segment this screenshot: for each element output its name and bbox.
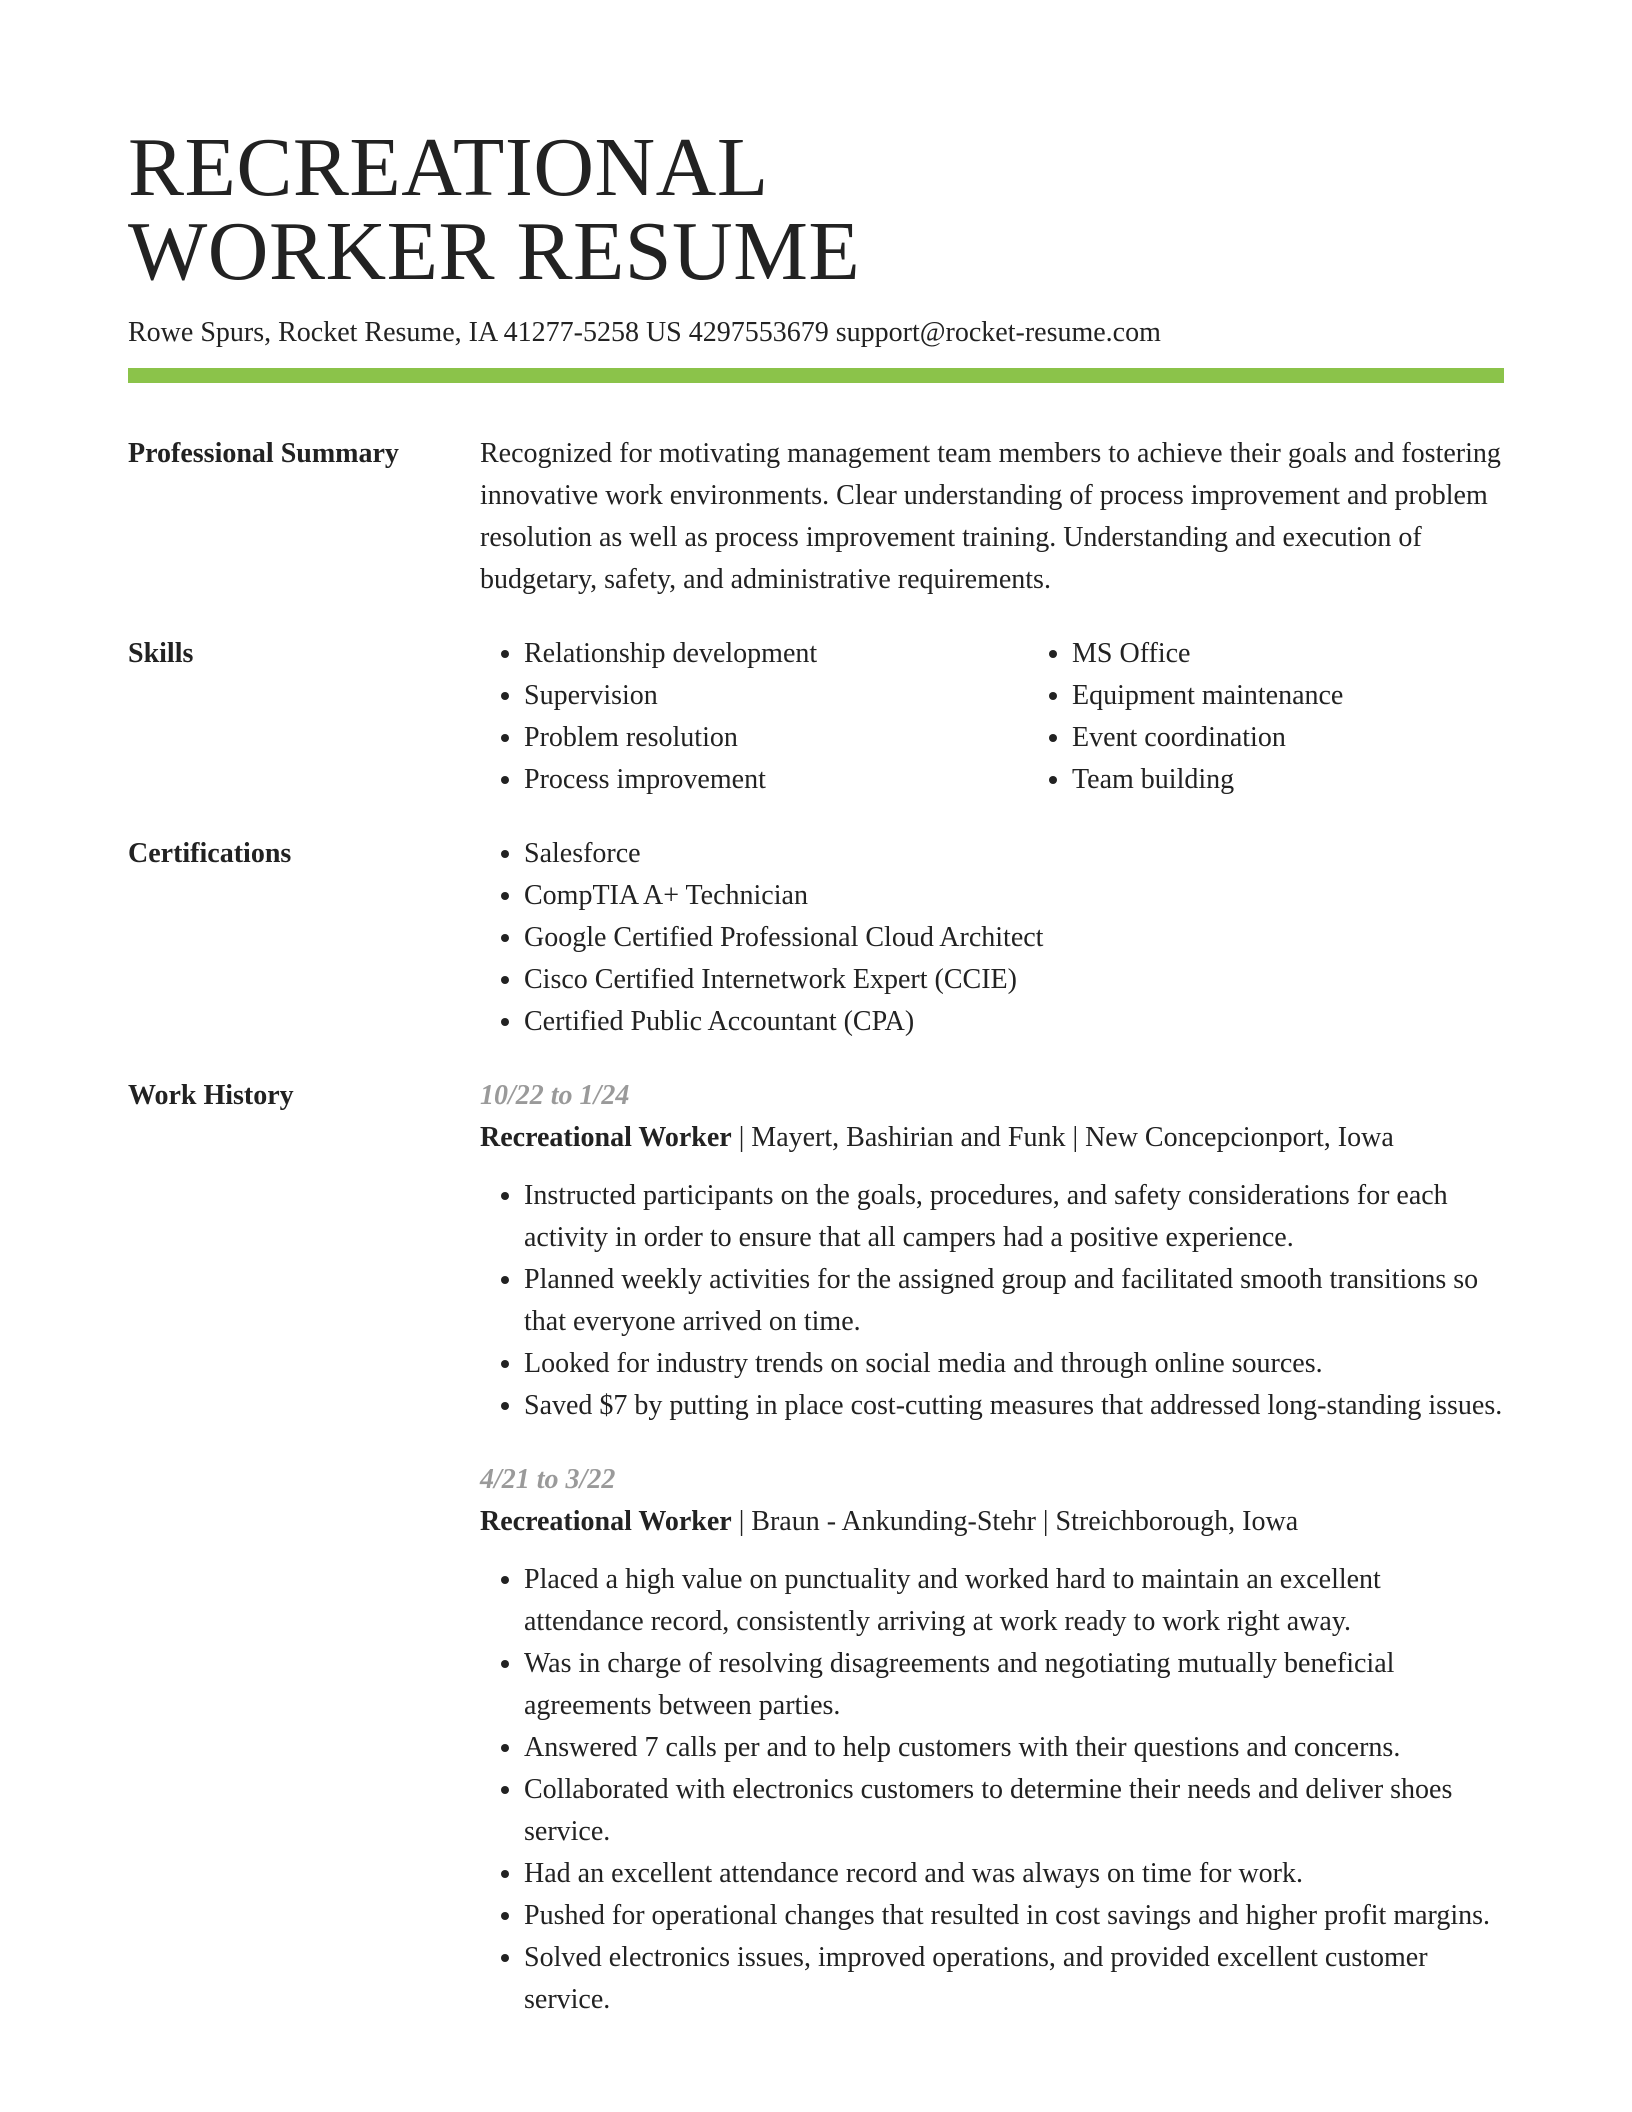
accent-divider: [128, 368, 1504, 383]
job-heading: [480, 1117, 1504, 1159]
job-bullet-list: [480, 1559, 1504, 2021]
skill-item: • Equipment maintenance: [1072, 675, 1504, 717]
job-title: Recreational Worker: [480, 1122, 732, 1153]
section-professional-summary: [128, 433, 1504, 601]
job-bullet: • Was in charge of resolving disagreements and negotiating mutually beneficial agreements between parties.: [524, 1643, 1504, 1727]
skill-item: • Relationship development: [524, 633, 1028, 675]
title-line-2: WORKER RESUME: [128, 205, 861, 298]
certification-item: • Cisco Certified Internetwork Expert (CCIE): [524, 959, 1504, 1001]
certification-item: • Certified Public Accountant (CPA): [524, 1001, 1504, 1043]
section-label-work-history: Work History: [128, 1080, 294, 1111]
section-certifications: [128, 833, 1504, 1043]
skills-columns: [480, 633, 1504, 801]
skill-item: • Process improvement: [524, 759, 1028, 801]
skill-item: • Supervision: [524, 675, 1028, 717]
certification-item: • CompTIA A+ Technician: [524, 875, 1504, 917]
title-line-1: RECREATIONAL: [128, 121, 769, 214]
skills-list-col1: [480, 633, 1028, 801]
job-bullet: • Instructed participants on the goals, procedures, and safety considerations for each activity in order to ensure that all campers had a positive experience.: [524, 1175, 1504, 1259]
section-skills: [128, 633, 1504, 801]
summary-text: Recognized for motivating management team members to achieve their goals and fostering innovative work environments. Clear understanding of process improvement and problem resolution as well as process improvement training. Understanding and execution of budgetary, safety, and administrative requirements.: [480, 438, 1501, 595]
work-history-body: [480, 1075, 1504, 2021]
job-dates: 10/22 to 1/24: [480, 1080, 630, 1111]
skill-item: • Team building: [1072, 759, 1504, 801]
job-title: Recreational Worker: [480, 1506, 732, 1537]
job-bullet: • Solved electronics issues, improved operations, and provided excellent customer service.: [524, 1937, 1504, 2021]
job-employer-location: | Braun - Ankunding-Stehr | Streichborough, Iowa: [731, 1506, 1299, 1537]
section-label-certifications: Certifications: [128, 838, 292, 869]
job-bullet: • Looked for industry trends on social media and through online sources.: [524, 1343, 1504, 1385]
job-entry: [480, 1075, 1504, 1427]
section-label-summary: Professional Summary: [128, 438, 399, 469]
job-bullet: • Planned weekly activities for the assigned group and facilitated smooth transitions so that everyone arrived on time.: [524, 1259, 1504, 1343]
skills-list-col2: [1028, 633, 1504, 801]
job-bullet: • Collaborated with electronics customers to determine their needs and deliver shoes service.: [524, 1769, 1504, 1853]
skill-item: • MS Office: [1072, 633, 1504, 675]
resume-page: [128, 0, 1504, 2021]
job-employer-location: | Mayert, Bashirian and Funk | New Concepcionport, Iowa: [731, 1122, 1394, 1153]
job-bullet: • Had an excellent attendance record and was always on time for work.: [524, 1853, 1504, 1895]
section-label-skills: Skills: [128, 638, 194, 669]
certifications-body: [480, 833, 1504, 1043]
resume-title: [128, 0, 1504, 298]
job-dates: 4/21 to 3/22: [480, 1464, 616, 1495]
job-bullet: • Saved $7 by putting in place cost-cutting measures that addressed long-standing issues.: [524, 1385, 1504, 1427]
contact-line: Rowe Spurs, Rocket Resume, IA 41277-5258 US 4297553679 support@rocket-resume.com: [128, 317, 1161, 348]
certification-item: • Google Certified Professional Cloud Architect: [524, 917, 1504, 959]
certification-item: • Salesforce: [524, 833, 1504, 875]
certifications-list: [480, 833, 1504, 1043]
skill-item: • Problem resolution: [524, 717, 1028, 759]
skill-item: • Event coordination: [1072, 717, 1504, 759]
section-work-history: [128, 1075, 1504, 2021]
job-bullet: • Pushed for operational changes that resulted in cost savings and higher profit margins.: [524, 1895, 1504, 1937]
job-entry: [480, 1459, 1504, 2021]
job-bullet-list: [480, 1175, 1504, 1427]
job-heading: [480, 1501, 1504, 1543]
job-bullet: • Answered 7 calls per and to help customers with their questions and concerns.: [524, 1727, 1504, 1769]
job-bullet: • Placed a high value on punctuality and worked hard to maintain an excellent attendance record, consistently arriving at work ready to work right away.: [524, 1559, 1504, 1643]
